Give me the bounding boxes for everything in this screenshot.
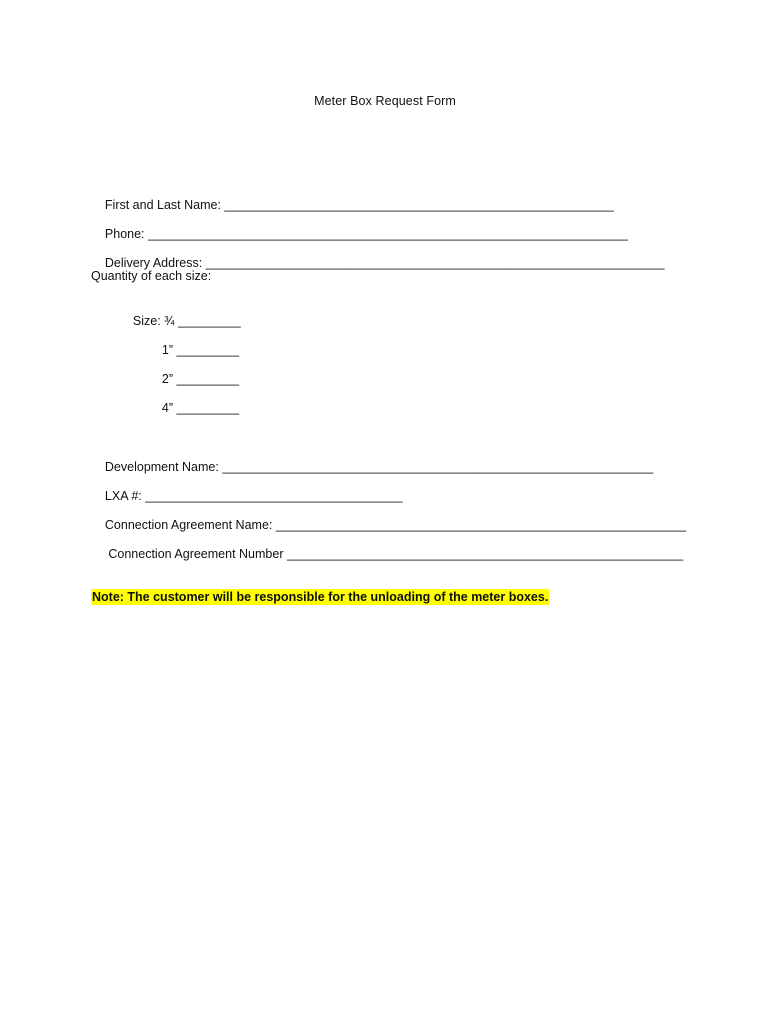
form-title: Meter Box Request Form [314,94,456,108]
size-three-quarter-label: Size: ¾ [132,314,179,328]
quantity-label: Quantity of each size: [91,269,212,283]
delivery-address-label: Delivery Address: [104,256,206,270]
size-four-inch-label: 4” [161,401,177,415]
development-name-blank[interactable]: ______________________________________________________________ [222,460,654,474]
connection-agreement-number-field[interactable] [91,530,683,578]
size-four-inch-field[interactable] [148,384,239,432]
lxa-label: LXA #: [104,489,146,503]
development-name-label: Development Name: [104,460,223,474]
size-two-inch-blank[interactable]: _________ [176,372,240,386]
connection-agreement-name-label: Connection Agreement Name: [104,518,276,532]
lxa-blank[interactable]: _____________________________________ [145,489,403,503]
connection-agreement-number-blank[interactable]: _________________________________________________________ [286,547,684,561]
phone-label: Phone: [104,227,148,241]
size-three-quarter-blank[interactable]: _________ [178,314,241,328]
first-last-name-blank[interactable]: ________________________________________________________ [224,198,614,212]
phone-blank[interactable]: _____________________________________________________________________ [148,227,628,241]
size-four-inch-blank[interactable]: _________ [176,401,240,415]
connection-agreement-name-blank[interactable]: ___________________________________________________________ [275,518,687,532]
unloading-note: Note: The customer will be responsible for the unloading of the meter boxes. [92,590,549,604]
size-two-inch-label: 2” [161,372,177,386]
first-last-name-label: First and Last Name: [104,198,225,212]
delivery-address-blank[interactable]: __________________________________________________________________ [205,256,665,270]
size-one-inch-blank[interactable]: _________ [176,343,240,357]
connection-agreement-number-label: Connection Agreement Number [104,547,287,561]
size-one-inch-label: 1” [161,343,177,357]
